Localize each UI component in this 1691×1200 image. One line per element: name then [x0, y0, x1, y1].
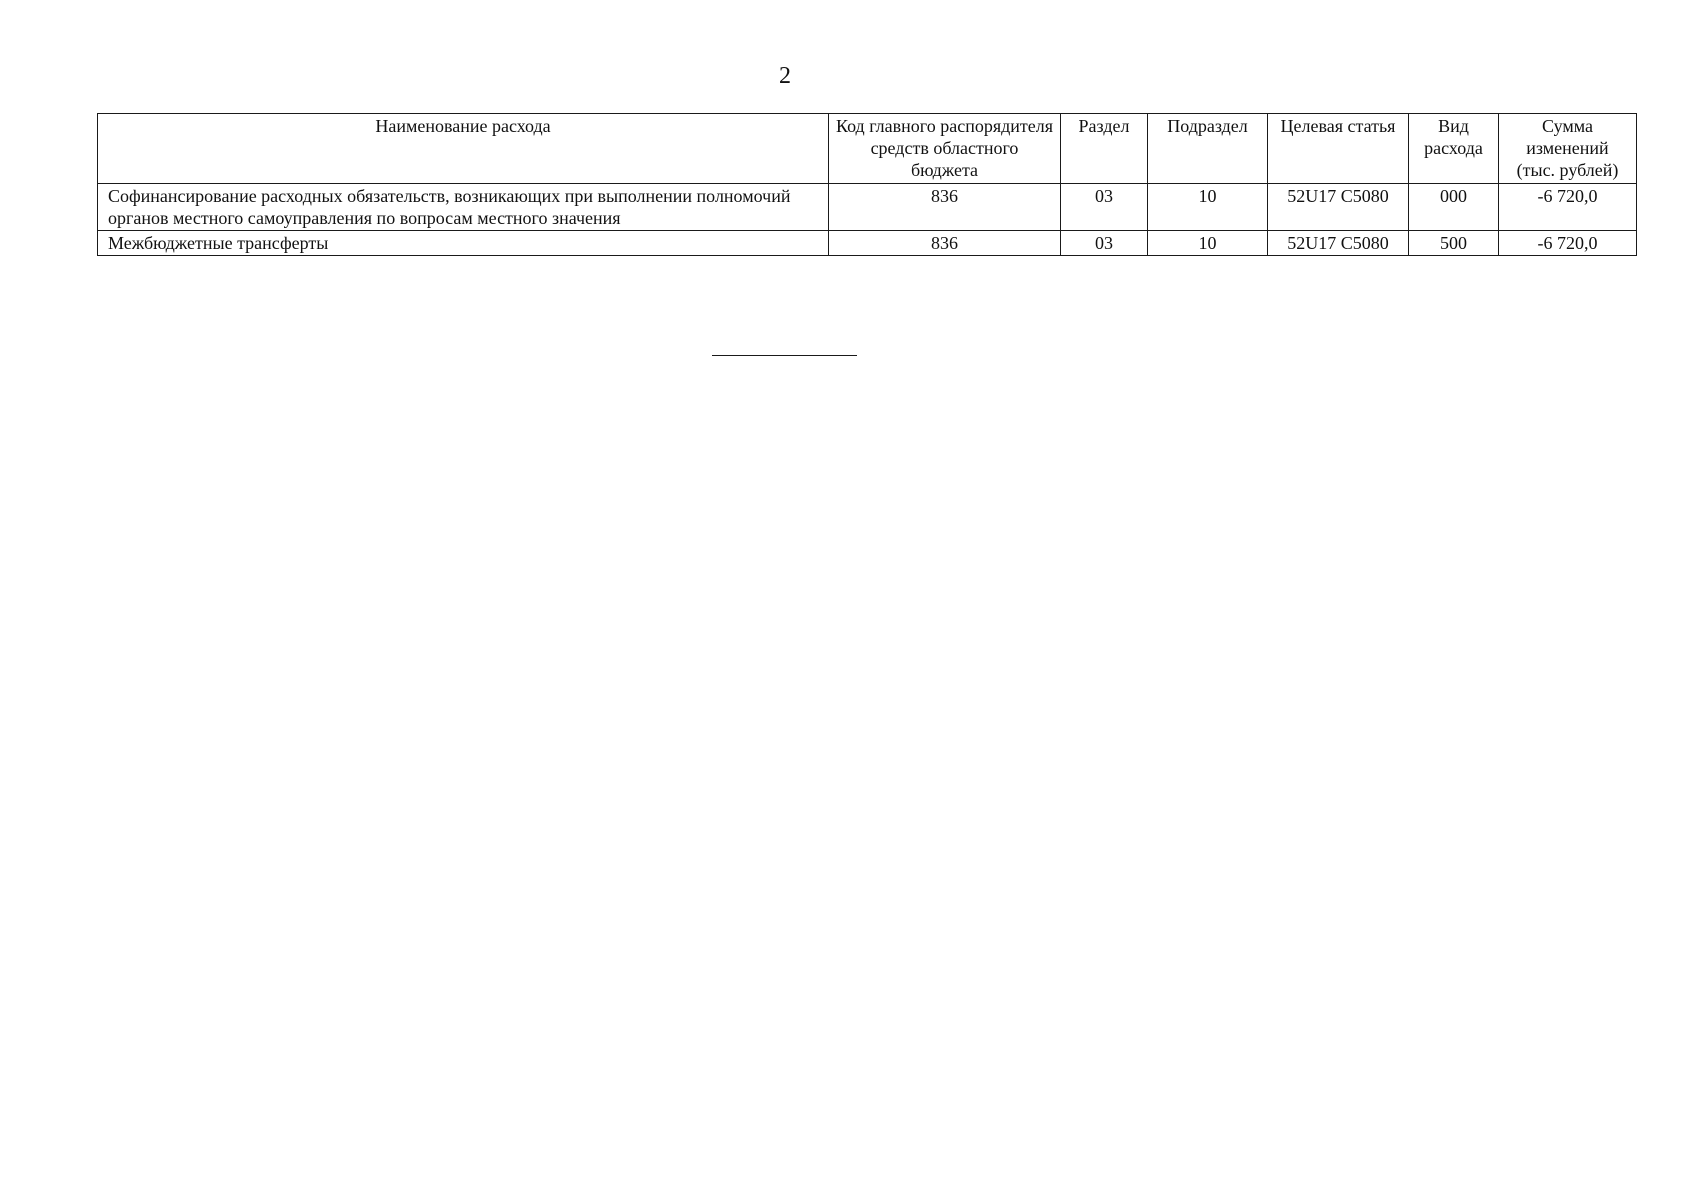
header-expense-type: Вид расхода	[1409, 114, 1499, 184]
header-manager-code: Код главного распорядителя средств областного бюджета	[829, 114, 1061, 184]
cell-amount: -6 720,0	[1499, 184, 1637, 231]
cell-subsection: 10	[1148, 231, 1268, 256]
cell-amount: -6 720,0	[1499, 231, 1637, 256]
header-section: Раздел	[1061, 114, 1148, 184]
cell-expense-type: 500	[1409, 231, 1499, 256]
cell-manager-code: 836	[829, 184, 1061, 231]
cell-expense-name: Межбюджетные трансферты	[98, 231, 829, 256]
budget-table	[97, 113, 1637, 256]
table-row	[98, 231, 1637, 256]
cell-expense-name: Софинансирование расходных обязательств, возникающих при выполнении полномочий органов местного самоуправления по вопросам местного значения	[98, 184, 829, 231]
header-subsection: Подраздел	[1148, 114, 1268, 184]
page-number: 2	[779, 63, 791, 89]
cell-expense-type: 000	[1409, 184, 1499, 231]
cell-section: 03	[1061, 184, 1148, 231]
cell-subsection: 10	[1148, 184, 1268, 231]
separator-line	[712, 355, 857, 356]
header-target-article: Целевая статья	[1268, 114, 1409, 184]
table-header-row	[98, 114, 1637, 184]
header-amount-change: Сумма изменений (тыс. рублей)	[1499, 114, 1637, 184]
header-expense-name: Наименование расхода	[98, 114, 829, 184]
table-row	[98, 184, 1637, 231]
cell-manager-code: 836	[829, 231, 1061, 256]
cell-target-article: 52U17 С5080	[1268, 184, 1409, 231]
cell-section: 03	[1061, 231, 1148, 256]
cell-target-article: 52U17 С5080	[1268, 231, 1409, 256]
